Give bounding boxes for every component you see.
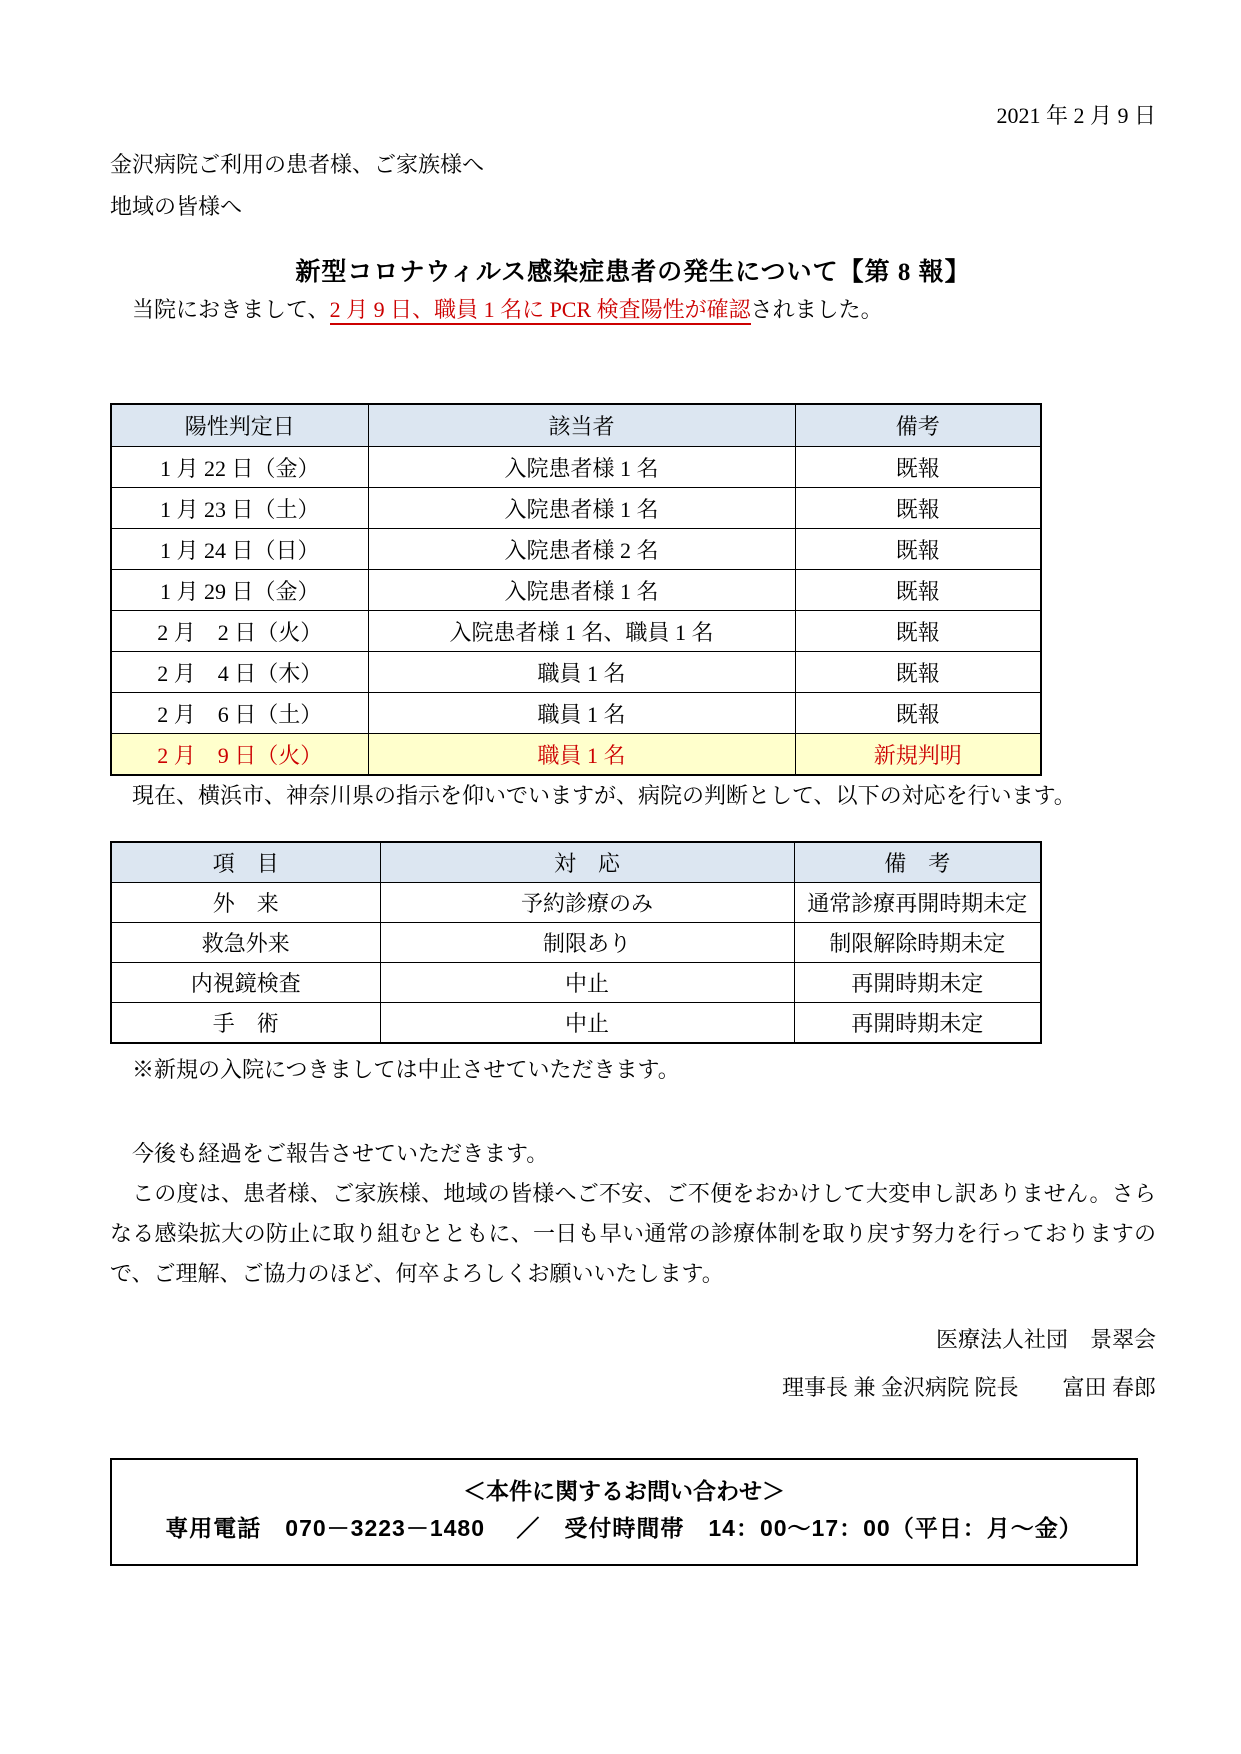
- cases-table-header-row: [111, 404, 1041, 447]
- recipient-block: [110, 144, 1156, 228]
- measures-header-remarks: 備 考: [794, 842, 1041, 883]
- case-person: 入院患者様 1 名: [368, 488, 795, 529]
- response-intro-paragraph: 現在、横浜市、神奈川県の指示を仰いでいますが、病院の判断として、以下の対応を行います。: [132, 783, 1076, 808]
- case-person: 入院患者様 2 名: [368, 529, 795, 570]
- case-date: 1 月 29 日（金）: [111, 570, 368, 611]
- measure-response: 制限あり: [380, 923, 794, 963]
- contact-phone-line: 専用電話 070－3223－1480 ／ 受付時間帯 14：00～17：00（平日：月～金）: [165, 1515, 1083, 1541]
- measure-item: 外 来: [111, 883, 380, 923]
- case-person: 入院患者様 1 名: [368, 447, 795, 488]
- table-row: [111, 529, 1041, 570]
- case-date: 1 月 24 日（日）: [111, 529, 368, 570]
- case-remark: 既報: [795, 529, 1041, 570]
- measure-item: 救急外来: [111, 923, 380, 963]
- case-person: 職員 1 名: [368, 652, 795, 693]
- measures-table: [110, 841, 1042, 1044]
- page-title: 新型コロナウィルス感染症患者の発生について【第 8 報】: [295, 259, 971, 286]
- case-person: 職員 1 名: [368, 693, 795, 734]
- table-row: [111, 693, 1041, 734]
- case-person: 職員 1 名: [368, 734, 795, 776]
- measure-item: 内視鏡検査: [111, 963, 380, 1003]
- case-date: 1 月 22 日（金）: [111, 447, 368, 488]
- measure-response: 中止: [380, 1003, 794, 1044]
- table-row: [111, 883, 1041, 923]
- case-remark: 既報: [795, 611, 1041, 652]
- measures-table-header-row: [111, 842, 1041, 883]
- recipient-line-2: 地域の皆様へ: [110, 194, 243, 219]
- signature-person: 理事長 兼 金沢病院 院長 富田 春郎: [781, 1375, 1156, 1400]
- table-row: [111, 652, 1041, 693]
- case-date: 2 月 6 日（土）: [111, 693, 368, 734]
- case-remark: 既報: [795, 693, 1041, 734]
- table-row: [111, 488, 1041, 529]
- contact-box-title: ＜本件に関するお問い合わせ＞: [463, 1478, 785, 1504]
- closing-paragraph-1: 今後も経過をご報告させていただきます。: [132, 1141, 549, 1166]
- signature-block: [110, 1316, 1156, 1412]
- recipient-line-1: 金沢病院ご利用の患者様、ご家族様へ: [110, 152, 485, 177]
- cases-header-remarks: 備考: [795, 404, 1041, 447]
- table-row: [111, 611, 1041, 652]
- measure-remark: 再開時期未定: [794, 963, 1041, 1003]
- measures-header-response: 対 応: [380, 842, 794, 883]
- case-remark: 既報: [795, 570, 1041, 611]
- measures-header-item: 項 目: [111, 842, 380, 883]
- measure-response: 予約診療のみ: [380, 883, 794, 923]
- closing-paragraph-2: この度は、患者様、ご家族様、地域の皆様へご不安、ご不便をおかけして大変申し訳ありません。さらなる感染拡大の防止に取り組むとともに、一日も早い通常の診療体制を取り戻す努力を行っておりますので、ご理解、ご協力のほど、何卒よろしくお願いいたします。: [110, 1181, 1156, 1286]
- case-person: 入院患者様 1 名: [368, 570, 795, 611]
- cases-header-judgement-date: 陽性判定日: [111, 404, 368, 447]
- case-remark: 既報: [795, 447, 1041, 488]
- signature-organization: 医療法人社団 景翠会: [935, 1327, 1156, 1352]
- admission-suspension-note: ※新規の入院につきましては中止させていただきます。: [132, 1057, 680, 1082]
- case-date: 2 月 9 日（火）: [111, 734, 368, 776]
- closing-block: [110, 1134, 1156, 1294]
- measure-remark: 通常診療再開時期未定: [794, 883, 1041, 923]
- case-person: 入院患者様 1 名、職員 1 名: [368, 611, 795, 652]
- intro-prefix: 当院におきまして、: [132, 297, 330, 322]
- case-remark: 既報: [795, 488, 1041, 529]
- case-remark: 既報: [795, 652, 1041, 693]
- table-row: [111, 963, 1041, 1003]
- measure-remark: 制限解除時期未定: [794, 923, 1041, 963]
- case-remark: 新規判明: [795, 734, 1041, 776]
- intro-suffix: されました。: [750, 297, 883, 322]
- table-row: [111, 447, 1041, 488]
- intro-highlight-red-underline: 2 月 9 日、職員 1 名に PCR 検査陽性が確認: [330, 297, 751, 325]
- case-date: 1 月 23 日（土）: [111, 488, 368, 529]
- table-row-new-case: [111, 734, 1041, 776]
- measure-item: 手 術: [111, 1003, 380, 1044]
- document-date: 2021 年 2 月 9 日: [996, 103, 1156, 128]
- table-row: [111, 1003, 1041, 1044]
- positive-cases-table: [110, 403, 1042, 776]
- table-row: [111, 570, 1041, 611]
- measure-remark: 再開時期未定: [794, 1003, 1041, 1044]
- case-date: 2 月 2 日（火）: [111, 611, 368, 652]
- contact-box: [110, 1458, 1138, 1566]
- table-row: [111, 923, 1041, 963]
- case-date: 2 月 4 日（木）: [111, 652, 368, 693]
- measure-response: 中止: [380, 963, 794, 1003]
- cases-header-person: 該当者: [368, 404, 795, 447]
- intro-paragraph: [110, 290, 1156, 330]
